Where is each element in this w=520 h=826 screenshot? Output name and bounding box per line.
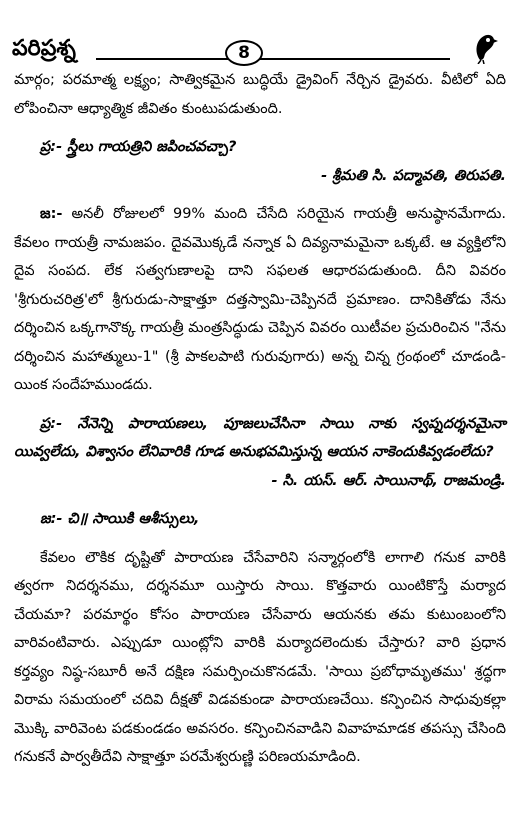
answer-2-label: జ:- [40, 511, 63, 527]
question-2-attribution: - సి. యస్. ఆర్. సాయినాథ్, రాజమండ్రి. [271, 472, 506, 489]
question-1-attribution: - శ్రీమతి సి. పద్మావతి, తిరుపతి. [321, 167, 506, 184]
page-number: 8 [225, 40, 263, 66]
question-1: ప్ర:- స్త్రీలు గాయత్రిని జపించవచ్చా? [40, 139, 237, 155]
header-title: పరిప్రశ్న [12, 36, 76, 61]
page-header [0, 0, 520, 64]
answer-1-label: జ:- [40, 206, 63, 222]
answer-1-text: అనలీ రోజులలో 99% మంది చేసేది సరియైన గాయత్రీ అనుష్ఠానమేగాదు. కేవలం గాయత్రీ నామజపం. దైవమొక్కడే నన్నాక ఏ దివ్యనామమైనా ఒక్కటే. ఆ వ్యక్తిలోని దైవ సంపద. లేక సత్వగుణాలపై దాని సఫలత ఆధారపడుతుంది. దీని వివరం 'శ్రీగురుచరిత్ర'లో శ్రీగురుడు-సాక్షాత్తూ దత్తస్వామి-చెప్పినదే ప్రమాణం. దానికితోడు నేను దర్శించిన ఒక్కగానొక్క గాయత్రీ మంత్రసిద్ధుడు చెప్పిన వివరం యిటీవల ప్రచురించిన "నేను దర్శించిన మహాత్ములు-1" (శ్రీ పాకలపాటి గురువుగారు) అన్న చిన్న గ్రంథంలో చూడండి-యింక సందేహముండదు. [14, 206, 507, 393]
question-2: ప్ర:- నేనెన్ని పారాయణలు, పూజలుచేసినా సాయి నాకు స్వప్నదర్శనమైనా యివ్వలేదు, విశ్వాసం లేనివారికి గూడ అనుభవమిస్తున్న ఆయన నాకెందుకివ్వడంలేదు? [14, 415, 506, 460]
answer-1 [14, 200, 506, 400]
header-rule [96, 58, 450, 60]
answer-2-salutation-line [14, 505, 506, 534]
answer-2-text: కేవలం లౌకిక దృష్టితో పారాయణ చేసేవారిని సన్మార్గంలోకి లాగాలి గనుక వారికి త్వరగా నిదర్శనము, దర్శనమూ యిస్తారు సాయి. కొత్తవారు యింటికొస్తే మర్యాద చేయమా? పరమార్థం కోసం పారాయణ చేసేవారు ఆయనకు తమ కుటుంబంలోని వారివంటివారు. ఎప్పుడూ యింట్లోని వారికి మర్యాదలెందుకు చేస్తారు? వారి ప్రధాన కర్తవ్యం నిష్ఠ-సబూరీ అనే దక్షిణ సమర్పించుకొనడమే. 'సాయి ప్రబోధామృతము' శ్రద్ధగా విరామ సమయంలో చదివి దీక్షతో విడవకుండా పారాయణచేయి. కన్పించిన సాధువుకల్లా మొక్కి వారివెంట పడకుండడం అవసరం. కన్పించినవాడిని వివాహమాడక తపస్సు చేసింది గనుకనే పార్వతీదేవి సాక్షాత్తూ పరమేశ్వరుణ్ణి పరిణయమాడింది. [14, 549, 506, 765]
parrot-ornament-icon [472, 30, 498, 64]
answer-2-salutation: చి॥ సాయికి ఆశీస్సులు, [67, 511, 200, 527]
paragraph-continued: మార్గం; పరమాత్మ లక్ష్యం; సాత్వికమైన బుద్ధియే డ్రైవింగ్ నేర్చిన డ్రైవరు. వీటిలో ఏది లోపించినా ఆధ్యాత్మిక జీవితం కుంటుపడుతుంది. [14, 72, 506, 117]
page-content [14, 66, 506, 772]
